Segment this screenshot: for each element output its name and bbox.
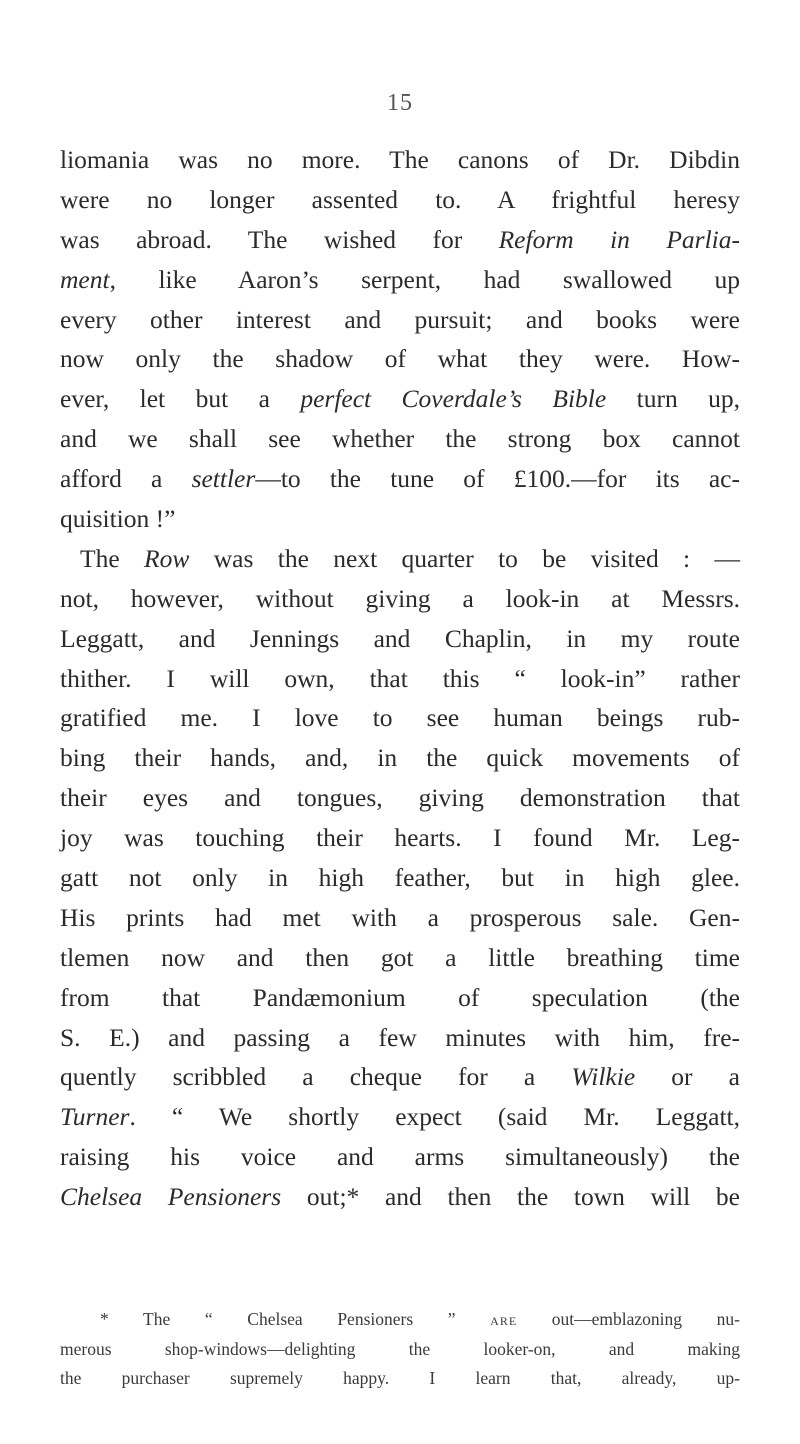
text-line: ment, like Aaron’s serpent, had swallowed up <box>60 264 740 294</box>
small-caps-text: are <box>490 1309 518 1329</box>
text-line: ever, let but a perfect Coverdale’s Bible turn up, <box>60 384 741 414</box>
text-line: joy was touching their hearts. I found Mr. Leg- <box>60 823 740 853</box>
italic-text: Chelsea Pensioners <box>60 1182 282 1212</box>
text-line: gatt not only in high feather, but in high glee. <box>60 863 740 893</box>
italic-text: ment <box>60 264 110 294</box>
text-line: Chelsea Pensioners out;* and then the town will be <box>60 1182 741 1212</box>
text-line: from that Pandæmonium of speculation (the <box>60 982 740 1012</box>
text-line: quently scribbled a cheque for a Wilkie or a <box>60 1062 740 1092</box>
text-line: gratified me. I love to see human beings rub- <box>60 703 740 733</box>
text-line: thither. I will own, that this “ look-in” rather <box>60 663 740 693</box>
text-line: their eyes and tongues, giving demonstration that <box>60 783 740 813</box>
text-line: every other interest and pursuit; and books were <box>60 304 740 334</box>
text-line: was abroad. The wished for Reform in Parlia- <box>60 224 740 254</box>
text-line: now only the shadow of what they were. How- <box>60 344 740 374</box>
text-line: and we shall see whether the strong box cannot <box>60 424 740 454</box>
italic-text: perfect Coverdale’s Bible <box>300 384 607 414</box>
text-line: raising his voice and arms simultaneously) the <box>60 1142 740 1172</box>
text-line: quisition !” <box>60 504 176 534</box>
italic-text: Reform in Parlia- <box>498 224 740 254</box>
footnote-line: the purchaser supremely happy. I learn that, already, up- <box>60 1368 740 1388</box>
italic-text: settler <box>191 464 256 494</box>
text-line: bing their hands, and, in the quick movements of <box>60 743 740 773</box>
italic-text: Wilkie <box>571 1062 636 1092</box>
text-line: S. E.) and passing a few minutes with him, fre- <box>60 1022 740 1052</box>
text-line: afford a settler—to the tune of £100.—for its ac- <box>60 464 740 494</box>
italic-text: Row <box>144 543 190 573</box>
text-line: Turner. “ We shortly expect (said Mr. Leggatt, <box>60 1102 740 1132</box>
page-number: 15 <box>387 90 413 116</box>
text-line: not, however, without giving a look-in at Messrs. <box>60 583 740 613</box>
text-line: The Row was the next quarter to be visited : — <box>80 543 740 573</box>
footnote-line: * The “ Chelsea Pensioners ” are out—emblazoning nu- <box>100 1309 741 1329</box>
italic-text: Turner <box>60 1102 130 1132</box>
text-line: tlemen now and then got a little breathing time <box>60 942 740 972</box>
text-line: His prints had met with a prosperous sale. Gen- <box>60 902 740 932</box>
text-line: liomania was no more. The canons of Dr. Dibdin <box>60 145 740 174</box>
footnote <box>60 1305 740 1394</box>
text-line: were no longer assented to. A frightful heresy <box>60 184 740 214</box>
text-line: Leggatt, and Jennings and Chaplin, in my route <box>60 623 740 653</box>
body-text <box>60 140 740 1217</box>
footnote-line: merous shop-windows—delighting the looker-on, and making <box>60 1338 740 1359</box>
